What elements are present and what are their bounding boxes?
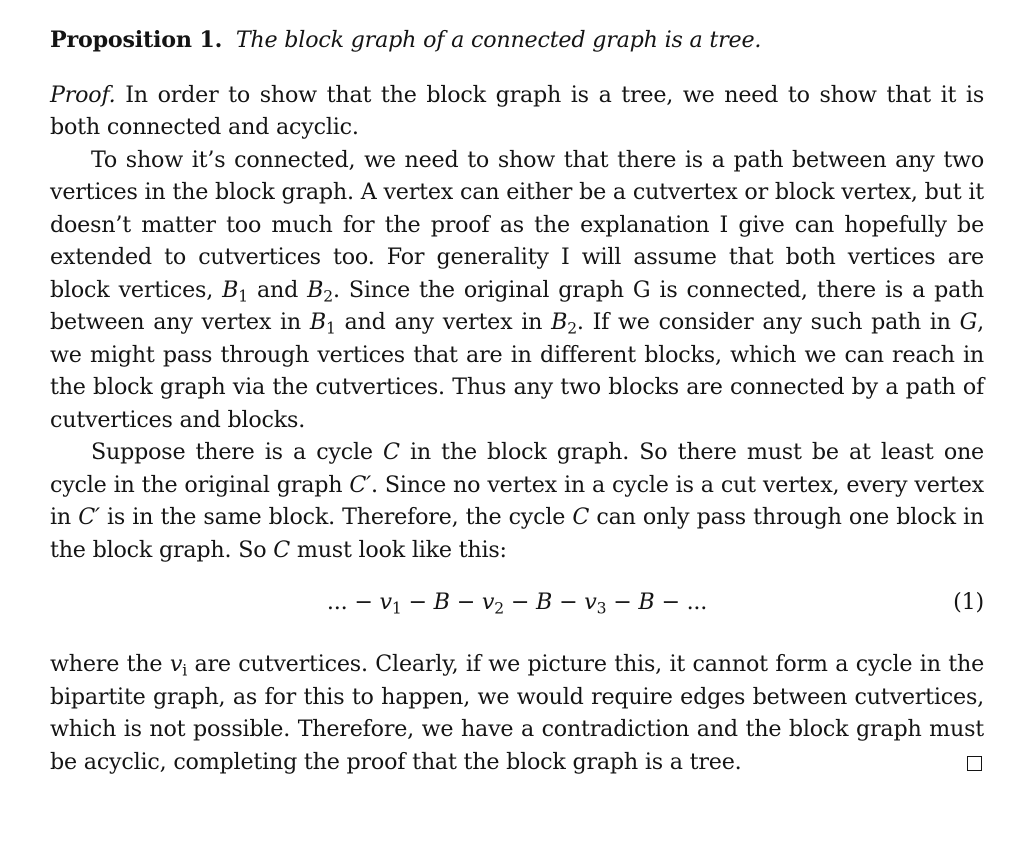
document-page	[50, 24, 984, 778]
display-equation	[50, 586, 984, 626]
text-run: in the block graph. So there must be at least one cycle in the original graph	[50, 439, 984, 498]
proof-paragraph-2	[50, 144, 984, 437]
math-b1: $B_1$	[222, 276, 248, 305]
math-b2: $B_2$	[307, 276, 333, 305]
text-run: To show it’s connected, we need to show that there is a path between any two vertices in the block graph. A vertex can either be a cutvertex or block vertex, but it doesn’t matter too much for the proof as the explanation I give can hopefully be extended to cutvertices too. For generality I will assume that both vertices are block vertices,	[50, 146, 984, 303]
text-run: , we might pass through vertices that are in different blocks, which we can reach in the block graph via the cutvertices. Thus any two blocks are connected by a path of cutvertices and blocks.	[50, 309, 984, 433]
proof-paragraph-4	[50, 648, 984, 778]
text-run: are cutvertices. Clearly, if we picture this, it cannot form a cycle in the bipartite graph, as for this to happen, we would require edges between cutvertices, which is not possible. Therefore, we have a contradiction and the block graph must be acyclic, completing the proof that the block graph is a tree.	[50, 651, 985, 775]
proof-paragraph-3	[50, 436, 984, 566]
text-run: is in the same block. Therefore, the cycle	[99, 504, 573, 530]
proof-label: Proof.	[50, 81, 116, 108]
math-vi: $v_i$	[169, 651, 187, 680]
text-run: must look like this:	[290, 536, 507, 563]
math-c: C	[273, 536, 290, 563]
proposition	[50, 24, 984, 57]
text-run: where the	[50, 651, 170, 677]
text-run: and	[247, 276, 308, 303]
proposition-statement: The block graph of a connected graph is a tree.	[235, 27, 762, 53]
text-run: . Since no vertex in a cycle is a cut vertex, every vertex in	[50, 471, 984, 530]
math-b1: $B_1$	[309, 309, 336, 338]
math-c-prime: C′	[349, 471, 371, 498]
proof-text-1: In order to show that the block graph is a tree, we need to show that it is both connected and acyclic.	[50, 81, 985, 140]
proposition-label: Proposition 1.	[50, 27, 223, 53]
text-run: and any vertex in	[335, 309, 552, 335]
math-g: G	[959, 309, 978, 335]
math-b2: $B_2$	[551, 309, 577, 338]
text-run: Suppose there is a cycle	[91, 439, 384, 465]
math-c: C	[572, 504, 590, 530]
proof-paragraph-1	[50, 79, 984, 144]
math-c-prime: C′	[78, 504, 100, 530]
equation-body: ... − $v_1 - B - v_2 - B - v_3 - B$ − ...	[326, 589, 708, 618]
text-run: can only pass through one block in the block graph. So	[50, 504, 984, 563]
text-run: . If we consider any such path in	[576, 309, 960, 335]
equation-number: (1)	[953, 589, 984, 615]
math-c: C	[383, 439, 400, 465]
qed-square-icon	[967, 756, 982, 771]
text-run: . Since the original graph G is connected, there is a path between any vertex in	[50, 276, 985, 335]
